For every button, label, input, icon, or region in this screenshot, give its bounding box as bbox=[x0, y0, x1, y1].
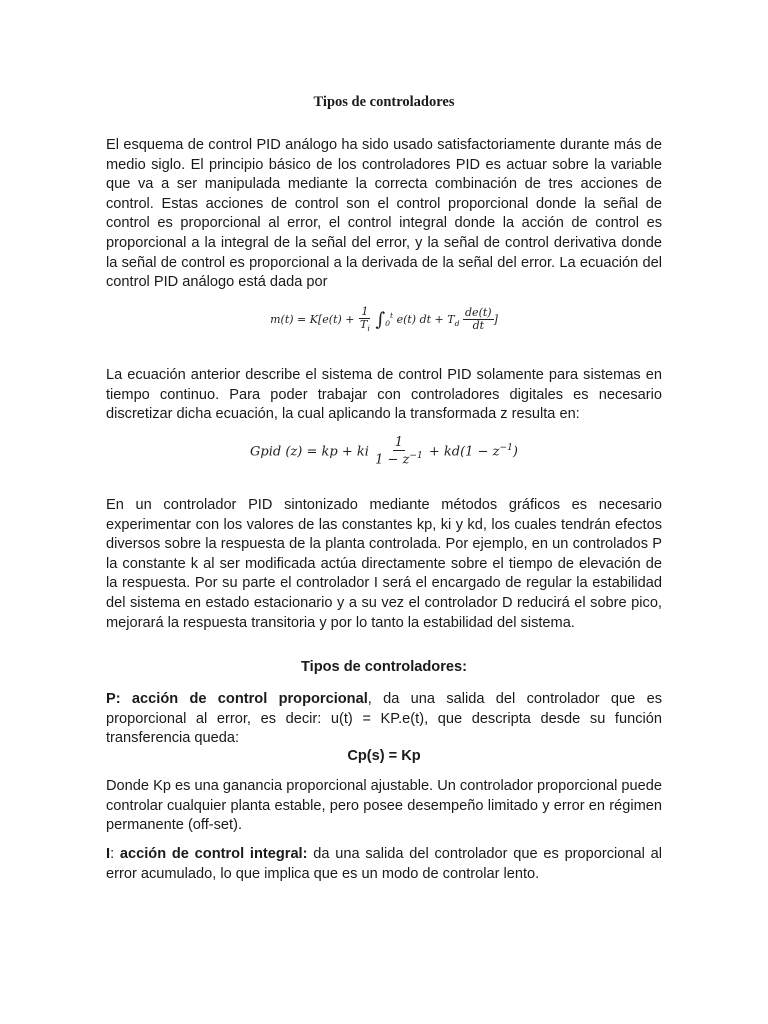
eq1-derivative: $\frac{de(t)}{dt}$ bbox=[465, 306, 492, 333]
proportional-text: , da una salida del controlador que es proporcional al error, es decir: u(t) = KP.e(t), que descripta desde su función transferencia queda: bbox=[106, 691, 662, 747]
eq1-td-sub: d bbox=[454, 319, 460, 329]
section-heading: Tipos de controladores: bbox=[301, 659, 467, 675]
intro-paragraph: El esquema de control PID análogo ha sido usado satisfactoriamente durante más de medio siglo. El principio básico de los controladores PID es actuar sobre la variable que va a ser manipulada mediante la correcta combinación de tres acciones de control. Estas acciones de control son el control proporcional donde la señal de control es proporcional al error, el control integral donde la acción de control es proporcional a la integral de la señal del error, y la señal de control derivativa donde la señal de control es proporcional a la derivada de la señal del error. La ecuación del control PID análogo está dada por bbox=[106, 137, 662, 291]
eq1-integrand: e(t) dt + T bbox=[396, 312, 455, 326]
eq1-int-lower: 0 bbox=[385, 319, 390, 329]
tuning-paragraph: En un controlador PID sintonizado mediante métodos gráficos es necesario experimentar con los valores de las constantes kp, ki y kd, los cuales tendrán efectos diversos sobre la respuesta de la planta controlada. Por ejemplo, en un controlados P la constante k al ser modificada actúa directamente sobre el tiempo de elevación de la respuesta. Por su parte el controlador I será el encargado de regular la estabilidad del sistema en estado estacionario y a su vez el controlador D reducirá el sobre pico, mejorará la respuesta transitoria y por lo tanto la estabilidad del sistema. bbox=[106, 497, 662, 631]
pid-discrete-equation: Gpid (z) = kp + ki $\frac{1}{1 - z^{-1}}$ + $kd(1 - z^{-1})$ bbox=[250, 435, 518, 468]
proportional-paragraph bbox=[106, 690, 662, 749]
integral-label: acción de control integral: bbox=[119, 846, 308, 862]
integral-text: da una salida del controlador que es proporcional al error acumulado, lo que implica que es un modo de controlar lento. bbox=[106, 846, 663, 882]
eq1-fraction bbox=[358, 306, 372, 334]
eq2-rhs: + kd(1 − z bbox=[428, 444, 500, 460]
integral-sign: ∫ bbox=[375, 309, 386, 331]
integral-letter: I bbox=[106, 846, 111, 862]
eq2-lhs: Gpid (z) = kp + ki bbox=[250, 444, 369, 460]
eq1-frac-num: 1 bbox=[361, 305, 369, 318]
eq1-close: ] bbox=[493, 312, 498, 326]
discrete-paragraph: La ecuación anterior describe el sistema de control PID solamente para sistemas en tiempo continuo. Para poder trabajar con controladores digitales es necesario discretizar dicha ecuación, la cual aplicando la transformada z resulta en: bbox=[106, 367, 662, 423]
cp-formula: Cp(s) = Kp bbox=[347, 748, 421, 764]
eq1-frac-den: $T_i$ bbox=[360, 318, 370, 334]
kp-paragraph: Donde Kp es una ganancia proporcional ajustable. Un controlador proporcional puede controlar cualquier planta estable, pero posee desempeño limitado y error en régimen permanente (off-set). bbox=[106, 778, 662, 834]
eq2-fraction: $\frac{1}{1 - z^{-1}}$ bbox=[375, 435, 423, 468]
integral-paragraph: I: acción de control integral: da una salida del controlador que es proporcional al error acumulado, lo que implica que es un modo de controlar lento. bbox=[106, 846, 663, 882]
proportional-label: P: acción de control proporcional bbox=[106, 691, 368, 707]
eq1-lhs: m(t) = K[e(t) + bbox=[270, 312, 358, 326]
document-title: Tipos de controladores bbox=[313, 94, 455, 110]
eq1-int-upper: t bbox=[389, 311, 394, 321]
pid-analog-equation bbox=[0, 306, 768, 334]
